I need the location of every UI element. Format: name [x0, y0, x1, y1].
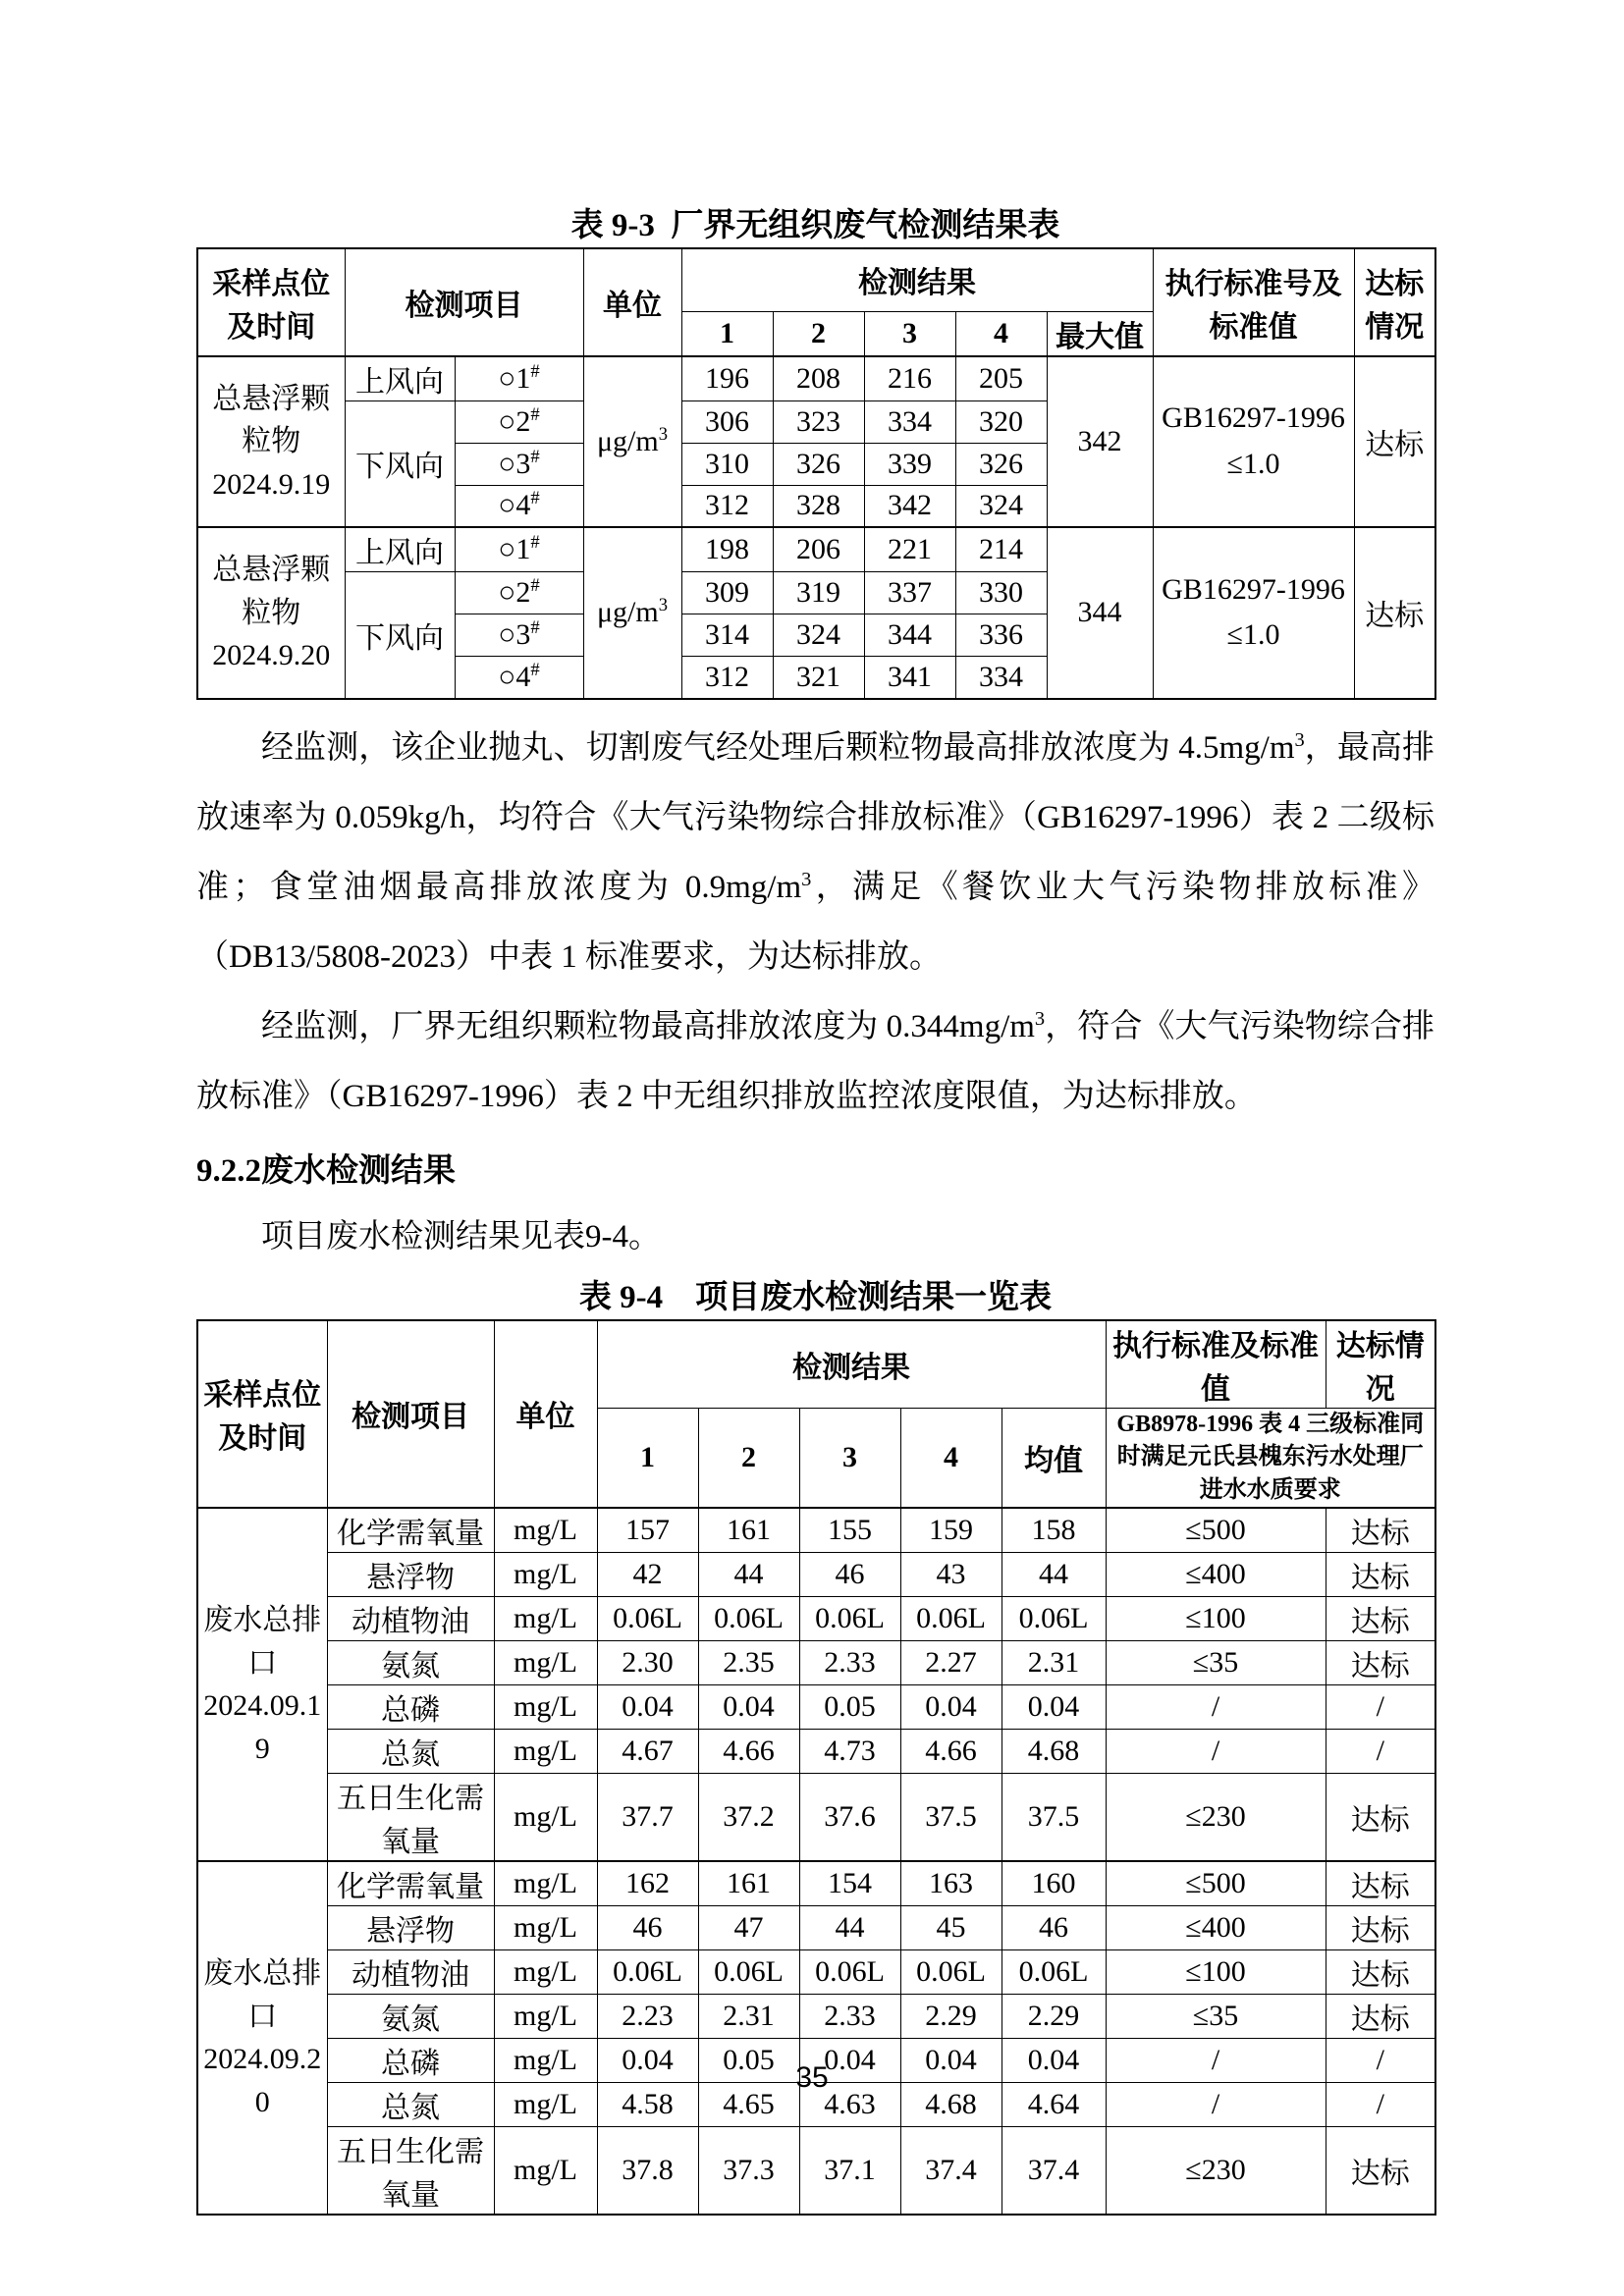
t2-value-cell: 2.29 — [900, 1995, 1001, 2039]
t1-value-cell: 342 — [864, 485, 955, 527]
t2-mean-cell: 4.68 — [1001, 1730, 1106, 1774]
t2-unit-cell: mg/L — [494, 1597, 597, 1641]
t2-unit-cell: mg/L — [494, 1508, 597, 1553]
t2-standard-cell: ≤35 — [1106, 1641, 1326, 1685]
t1-sample-cell — [197, 356, 345, 528]
point-label: ○3 — [498, 618, 531, 651]
t2-unit-cell: mg/L — [494, 2039, 597, 2083]
t2-compliance-cell: 达标 — [1326, 1774, 1435, 1862]
t2-mean-cell: 2.31 — [1001, 1641, 1106, 1685]
t1-header-max: 最大值 — [1047, 311, 1153, 356]
t2-sample-cell — [197, 1508, 327, 1861]
t2-compliance-cell: 达标 — [1326, 1995, 1435, 2039]
t2-item-cell: 悬浮物 — [327, 1906, 494, 1950]
t1-point-cell — [455, 443, 583, 485]
t2-value-cell: 37.4 — [900, 2127, 1001, 2216]
t2-mean-cell: 0.04 — [1001, 1685, 1106, 1730]
paragraph-text: 经监测，厂界无组织颗粒物最高排放浓度为 0.344mg/m — [261, 1008, 1035, 1044]
t2-value-cell: 0.06L — [597, 1597, 698, 1641]
t2-value-cell: 4.65 — [698, 2083, 799, 2127]
t2-standard-cell: ≤35 — [1106, 1995, 1326, 2039]
t2-compliance-cell: 达标 — [1326, 1508, 1435, 1553]
t1-point-cell — [455, 527, 583, 572]
t1-header-results: 检测结果 — [681, 248, 1153, 311]
t2-value-cell: 4.63 — [799, 2083, 900, 2127]
t2-compliance-cell: / — [1326, 2083, 1435, 2127]
superscript-3: 3 — [801, 868, 812, 890]
t2-value-cell: 0.04 — [597, 2039, 698, 2083]
t1-direction-cell: 下风向 — [345, 400, 455, 527]
point-superscript: # — [530, 360, 540, 382]
t1-header-col-2: 2 — [773, 311, 864, 356]
t2-value-cell: 37.7 — [597, 1774, 698, 1862]
paragraph-air-emission-results — [196, 714, 1435, 992]
t2-standard-cell: ≤100 — [1106, 1950, 1326, 1995]
point-label: ○2 — [498, 404, 531, 438]
paragraph-text: ，最高排放速率为 0.059kg/h，均符合《大气污染物综合排放标准》（GB16297-1996）表 2 二级标准；食堂油烟最高排放浓度为 0.9mg/m — [196, 729, 1435, 905]
sample-point-label: 总悬浮颗粒物 — [212, 554, 331, 629]
t1-value-cell: 214 — [955, 527, 1047, 572]
t2-compliance-cell: 达标 — [1326, 1553, 1435, 1597]
t2-value-cell: 2.23 — [597, 1995, 698, 2039]
t2-value-cell: 37.2 — [698, 1774, 799, 1862]
t2-value-cell: 0.06L — [698, 1950, 799, 1995]
point-superscript: # — [530, 659, 540, 680]
t2-unit-cell: mg/L — [494, 1950, 597, 1995]
t1-value-cell: 198 — [681, 527, 773, 572]
t2-mean-cell: 2.29 — [1001, 1995, 1106, 2039]
t2-header-standard-label: 执行标准及标准值 — [1106, 1320, 1326, 1409]
t1-value-cell: 306 — [681, 400, 773, 443]
t2-unit-cell: mg/L — [494, 1641, 597, 1685]
sample-date-label: 2024.09.19 — [203, 1689, 322, 1765]
t2-unit-cell: mg/L — [494, 1685, 597, 1730]
t2-standard-cell: / — [1106, 1730, 1326, 1774]
t1-unit-cell — [583, 356, 681, 528]
t2-value-cell: 0.06L — [900, 1950, 1001, 1995]
t2-unit-cell: mg/L — [494, 1730, 597, 1774]
t2-compliance-cell: 达标 — [1326, 1950, 1435, 1995]
t1-value-cell: 326 — [955, 443, 1047, 485]
t2-header-sample: 采样点位及时间 — [197, 1320, 327, 1509]
t1-unit-cell — [583, 527, 681, 699]
unit-superscript: 3 — [658, 595, 669, 616]
point-label: ○1 — [498, 361, 531, 395]
t2-item-cell: 五日生化需氧量 — [327, 1774, 494, 1862]
t2-value-cell: 157 — [597, 1508, 698, 1553]
t2-item-cell: 总磷 — [327, 1685, 494, 1730]
table-9-3-title: 表 9-3 厂界无组织废气检测结果表 — [570, 208, 1060, 243]
t2-item-cell: 五日生化需氧量 — [327, 2127, 494, 2216]
t1-standard-cell — [1153, 356, 1354, 528]
t2-value-cell: 44 — [698, 1553, 799, 1597]
t2-value-cell: 0.06L — [799, 1950, 900, 1995]
point-superscript: # — [530, 575, 540, 596]
t2-value-cell: 0.04 — [597, 1685, 698, 1730]
t2-unit-cell: mg/L — [494, 2083, 597, 2127]
t1-value-cell: 323 — [773, 400, 864, 443]
t2-value-cell: 37.8 — [597, 2127, 698, 2216]
t2-unit-cell: mg/L — [494, 1861, 597, 1906]
table-9-3 — [196, 247, 1436, 700]
t2-value-cell: 45 — [900, 1906, 1001, 1950]
t1-value-cell: 208 — [773, 356, 864, 401]
t2-value-cell: 2.31 — [698, 1995, 799, 2039]
t2-value-cell: 2.33 — [799, 1641, 900, 1685]
t1-header-col-4: 4 — [955, 311, 1047, 356]
t2-compliance-cell: / — [1326, 2039, 1435, 2083]
t1-value-cell: 312 — [681, 657, 773, 699]
t1-value-cell: 324 — [955, 485, 1047, 527]
point-label: ○1 — [498, 533, 531, 565]
t2-value-cell: 4.58 — [597, 2083, 698, 2127]
point-label: ○2 — [498, 576, 531, 609]
t1-header-standard: 执行标准号及标准值 — [1153, 248, 1354, 356]
paragraph-wastewater-intro: 项目废水检测结果见表9-4。 — [261, 1218, 661, 1255]
t2-value-cell: 2.27 — [900, 1641, 1001, 1685]
t2-value-cell: 2.33 — [799, 1995, 900, 2039]
t1-max-value-cell: 344 — [1047, 527, 1153, 699]
t1-value-cell: 205 — [955, 356, 1047, 401]
table-9-4-title: 表 9-4 项目废水检测结果一览表 — [578, 1279, 1053, 1315]
t2-item-cell: 总磷 — [327, 2039, 494, 2083]
t1-value-cell: 330 — [955, 572, 1047, 614]
t1-value-cell: 344 — [864, 614, 955, 657]
t2-value-cell: 46 — [799, 1553, 900, 1597]
paragraph-text: ，符合《大气污染物综合排放标准》（GB16297-1996）表 2 中无组织排放监控浓度限值，为达标排放。 — [196, 1008, 1435, 1114]
t2-value-cell: 47 — [698, 1906, 799, 1950]
t1-value-cell: 321 — [773, 657, 864, 699]
point-label: ○3 — [498, 447, 531, 480]
t2-item-cell: 动植物油 — [327, 1597, 494, 1641]
t2-header-col-4: 4 — [900, 1408, 1001, 1508]
t2-value-cell: 4.66 — [900, 1730, 1001, 1774]
t2-value-cell: 42 — [597, 1553, 698, 1597]
point-superscript: # — [530, 617, 540, 638]
t1-sample-cell — [197, 527, 345, 699]
section-heading-9-2-2: 9.2.2废水检测结果 — [196, 1152, 456, 1189]
t2-header-col-5: 均值 — [1001, 1408, 1106, 1508]
t2-header-results: 检测结果 — [597, 1320, 1106, 1409]
t1-max-value-cell: 342 — [1047, 356, 1153, 528]
t2-standard-cell: ≤400 — [1106, 1553, 1326, 1597]
t2-value-cell: 0.06L — [900, 1597, 1001, 1641]
t2-unit-cell: mg/L — [494, 1553, 597, 1597]
t2-unit-cell: mg/L — [494, 2127, 597, 2216]
t1-header-col-1: 1 — [681, 311, 773, 356]
t2-value-cell: 161 — [698, 1508, 799, 1553]
unit-label: μg/m — [596, 596, 659, 629]
t2-item-cell: 化学需氧量 — [327, 1508, 494, 1553]
t2-value-cell: 4.67 — [597, 1730, 698, 1774]
sample-date-label: 2024.9.20 — [212, 639, 331, 671]
t1-point-cell — [455, 614, 583, 657]
standard-code: GB16297-1996 — [1162, 572, 1345, 606]
t2-standard-cell: / — [1106, 2083, 1326, 2127]
t1-point-cell — [455, 485, 583, 527]
t2-value-cell: 4.68 — [900, 2083, 1001, 2127]
t1-value-cell: 334 — [864, 400, 955, 443]
t2-value-cell: 0.06L — [597, 1950, 698, 1995]
t1-value-cell: 328 — [773, 485, 864, 527]
t2-mean-cell: 160 — [1001, 1861, 1106, 1906]
t2-value-cell: 2.35 — [698, 1641, 799, 1685]
t1-point-cell — [455, 400, 583, 443]
t2-unit-cell: mg/L — [494, 1995, 597, 2039]
t2-unit-cell: mg/L — [494, 1906, 597, 1950]
t2-header-unit: 单位 — [494, 1320, 597, 1509]
t2-compliance-cell: 达标 — [1326, 1861, 1435, 1906]
t2-value-cell: 44 — [799, 1906, 900, 1950]
point-label: ○4 — [498, 660, 531, 693]
t1-standard-cell — [1153, 527, 1354, 699]
t2-value-cell: 0.06L — [698, 1597, 799, 1641]
superscript-3: 3 — [1294, 728, 1305, 751]
t2-mean-cell: 158 — [1001, 1508, 1106, 1553]
t1-point-cell — [455, 356, 583, 401]
t2-standard-cell: ≤400 — [1106, 1906, 1326, 1950]
t2-mean-cell: 0.06L — [1001, 1950, 1106, 1995]
t2-value-cell: 0.04 — [799, 2039, 900, 2083]
t2-value-cell: 37.1 — [799, 2127, 900, 2216]
t1-value-cell: 309 — [681, 572, 773, 614]
t2-value-cell: 37.5 — [900, 1774, 1001, 1862]
t2-value-cell: 0.04 — [900, 1685, 1001, 1730]
t1-value-cell: 310 — [681, 443, 773, 485]
t1-direction-cell: 下风向 — [345, 572, 455, 699]
t2-compliance-cell: 达标 — [1326, 1641, 1435, 1685]
sample-point-label: 废水总排口 — [203, 1957, 322, 2033]
t2-standard-cell: ≤230 — [1106, 2127, 1326, 2216]
t2-standard-cell: ≤500 — [1106, 1508, 1326, 1553]
t1-point-cell — [455, 572, 583, 614]
t2-value-cell: 162 — [597, 1861, 698, 1906]
t1-value-cell: 319 — [773, 572, 864, 614]
t1-value-cell: 320 — [955, 400, 1047, 443]
t1-value-cell: 312 — [681, 485, 773, 527]
unit-label: μg/m — [596, 424, 659, 457]
t1-value-cell: 341 — [864, 657, 955, 699]
t2-standard-cell: / — [1106, 2039, 1326, 2083]
t1-value-cell: 216 — [864, 356, 955, 401]
t2-value-cell: 159 — [900, 1508, 1001, 1553]
point-superscript: # — [530, 488, 540, 509]
standard-limit: ≤1.0 — [1226, 618, 1280, 652]
standard-code: GB16297-1996 — [1162, 401, 1345, 435]
page-number: 35 — [795, 2061, 829, 2094]
t2-standard-cell: ≤500 — [1106, 1861, 1326, 1906]
t2-header-col-2: 2 — [698, 1408, 799, 1508]
t2-item-cell: 动植物油 — [327, 1950, 494, 1995]
t1-value-cell: 206 — [773, 527, 864, 572]
t2-header-standard-detail: GB8978-1996 表 4 三级标准同时满足元氏县槐东污水处理厂进水水质要求 — [1106, 1408, 1435, 1508]
t1-value-cell: 314 — [681, 614, 773, 657]
standard-limit: ≤1.0 — [1226, 447, 1280, 480]
paragraph-fugitive-emission-results — [196, 992, 1435, 1132]
t2-mean-cell: 37.5 — [1001, 1774, 1106, 1862]
t2-header-item: 检测项目 — [327, 1320, 494, 1509]
t2-value-cell: 163 — [900, 1861, 1001, 1906]
t2-item-cell: 悬浮物 — [327, 1553, 494, 1597]
t2-standard-cell: ≤230 — [1106, 1774, 1326, 1862]
t2-value-cell: 0.05 — [799, 1685, 900, 1730]
t2-mean-cell: 0.04 — [1001, 2039, 1106, 2083]
t2-item-cell: 总氮 — [327, 1730, 494, 1774]
t2-compliance-cell: 达标 — [1326, 2127, 1435, 2216]
t1-point-cell — [455, 657, 583, 699]
t2-header-col-3: 3 — [799, 1408, 900, 1508]
t1-header-unit: 单位 — [583, 248, 681, 356]
t2-value-cell: 46 — [597, 1906, 698, 1950]
t1-header-col-3: 3 — [864, 311, 955, 356]
t2-compliance-cell: 达标 — [1326, 1597, 1435, 1641]
t2-header-compliance: 达标情况 — [1326, 1320, 1435, 1409]
point-superscript: # — [530, 532, 540, 553]
t2-standard-cell: / — [1106, 1685, 1326, 1730]
t2-value-cell: 0.04 — [900, 2039, 1001, 2083]
point-superscript: # — [530, 403, 540, 425]
t2-mean-cell: 0.06L — [1001, 1597, 1106, 1641]
t2-header-col-1: 1 — [597, 1408, 698, 1508]
t1-value-cell: 326 — [773, 443, 864, 485]
t1-value-cell: 339 — [864, 443, 955, 485]
sample-date-label: 2024.09.20 — [203, 2043, 322, 2118]
t2-value-cell: 37.3 — [698, 2127, 799, 2216]
t2-unit-cell: mg/L — [494, 1774, 597, 1862]
t2-mean-cell: 46 — [1001, 1906, 1106, 1950]
t2-compliance-cell: / — [1326, 1730, 1435, 1774]
t2-compliance-cell: / — [1326, 1685, 1435, 1730]
t1-header-compliance: 达标情况 — [1354, 248, 1435, 356]
t2-value-cell: 4.73 — [799, 1730, 900, 1774]
t2-item-cell: 氨氮 — [327, 1995, 494, 2039]
t2-item-cell: 氨氮 — [327, 1641, 494, 1685]
t2-value-cell: 4.66 — [698, 1730, 799, 1774]
point-label: ○4 — [498, 489, 531, 522]
t2-value-cell: 0.05 — [698, 2039, 799, 2083]
t2-value-cell: 155 — [799, 1508, 900, 1553]
t2-value-cell: 43 — [900, 1553, 1001, 1597]
sample-date-label: 2024.9.19 — [212, 467, 331, 501]
t1-direction-cell: 上风向 — [345, 356, 455, 401]
sample-point-label: 废水总排口 — [203, 1604, 322, 1680]
paragraph-text: 经监测，该企业抛丸、切割废气经处理后颗粒物最高排放浓度为 4.5mg/m — [261, 729, 1295, 766]
t1-value-cell: 196 — [681, 356, 773, 401]
t2-mean-cell: 44 — [1001, 1553, 1106, 1597]
t1-value-cell: 334 — [955, 657, 1047, 699]
t1-compliance-cell: 达标 — [1354, 356, 1435, 528]
t2-value-cell: 0.04 — [698, 1685, 799, 1730]
paragraph-text: ，满足《餐饮业大气污染物排放标准》（DB13/5808-2023）中表 1 标准要求，为达标排放。 — [196, 869, 1435, 975]
t2-item-cell: 总氮 — [327, 2083, 494, 2127]
t2-sample-cell — [197, 1861, 327, 2215]
t1-header-sample: 采样点位及时间 — [197, 248, 345, 356]
t1-header-item: 检测项目 — [345, 248, 583, 356]
t2-value-cell: 154 — [799, 1861, 900, 1906]
t2-value-cell: 0.06L — [799, 1597, 900, 1641]
superscript-3: 3 — [1034, 1007, 1046, 1030]
point-superscript: # — [530, 446, 540, 467]
t1-value-cell: 324 — [773, 614, 864, 657]
t2-compliance-cell: 达标 — [1326, 1906, 1435, 1950]
t2-item-cell: 化学需氧量 — [327, 1861, 494, 1906]
t1-value-cell: 221 — [864, 527, 955, 572]
t2-mean-cell: 4.64 — [1001, 2083, 1106, 2127]
t1-value-cell: 336 — [955, 614, 1047, 657]
t1-direction-cell: 上风向 — [345, 527, 455, 572]
t2-value-cell: 37.6 — [799, 1774, 900, 1862]
sample-point-label: 总悬浮颗粒物 — [212, 382, 331, 457]
t2-value-cell: 2.30 — [597, 1641, 698, 1685]
t1-value-cell: 337 — [864, 572, 955, 614]
t1-compliance-cell: 达标 — [1354, 527, 1435, 699]
t2-mean-cell: 37.4 — [1001, 2127, 1106, 2216]
t2-value-cell: 161 — [698, 1861, 799, 1906]
unit-superscript: 3 — [658, 423, 669, 445]
t2-standard-cell: ≤100 — [1106, 1597, 1326, 1641]
